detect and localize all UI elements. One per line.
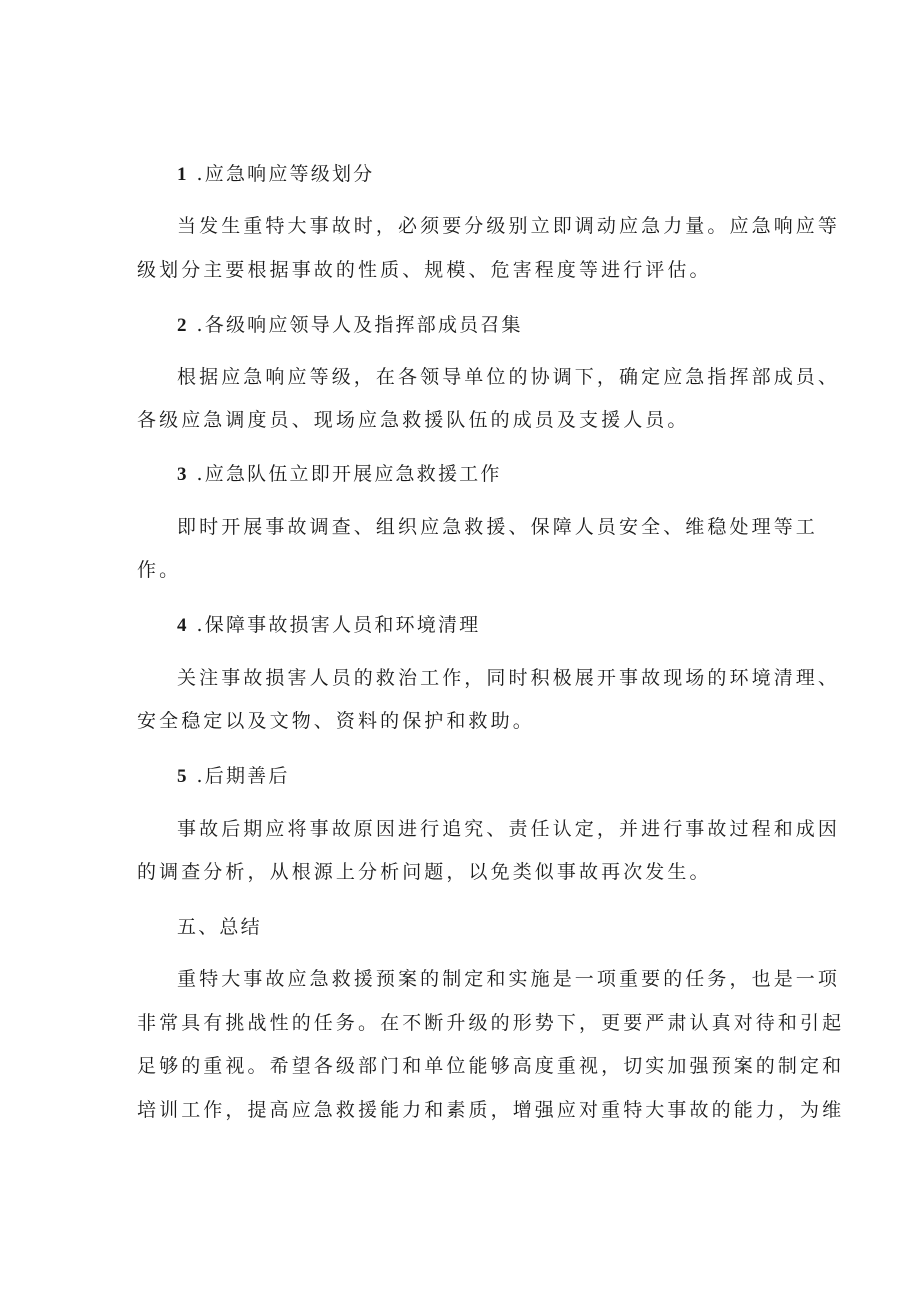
section-5-number: 5	[177, 766, 187, 787]
section-1-line-1: 当发生重特大事故时，必须要分级别立即调动应急力量。应急响应等	[177, 215, 841, 237]
section-2-line-2: 各级应急调度员、现场应急救援队伍的成员及支援人员。	[137, 409, 690, 431]
section-2-title: .各级响应领导人及指挥部成员召集	[196, 314, 523, 336]
section-2-heading	[177, 313, 837, 338]
section-1-line-2: 级划分主要根据事故的性质、规模、危害程度等进行评估。	[137, 259, 712, 281]
section-4-title: .保障事故损害人员和环境清理	[196, 614, 481, 636]
section-1-number: 1	[177, 164, 187, 185]
section-5-title: .后期善后	[196, 765, 290, 787]
section-3-heading	[177, 462, 837, 487]
summary-line-2: 非常具有挑战性的任务。在不断升级的形势下，更要严肃认真对待和引起	[137, 1012, 845, 1034]
section-4-heading	[177, 613, 837, 638]
section-3-title: .应急队伍立即开展应急救援工作	[196, 463, 502, 485]
summary-line-3: 足够的重视。希望各级部门和单位能够高度重视，切实加强预案的制定和	[137, 1055, 845, 1077]
summary-line-1: 重特大事故应急救援预案的制定和实施是一项重要的任务，也是一项	[177, 968, 841, 990]
summary-line-4: 培训工作，提高应急救援能力和素质，增强应对重特大事故的能力，为维	[137, 1099, 845, 1121]
section-4-number: 4	[177, 615, 187, 636]
section-3-line-1: 即时开展事故调查、组织应急救援、保障人员安全、维稳处理等工	[177, 516, 818, 538]
section-2-number: 2	[177, 315, 187, 336]
summary-heading: 五、总结	[177, 916, 262, 938]
section-3-line-2: 作。	[137, 559, 182, 581]
section-5-line-2: 的调查分析，从根源上分析问题，以免类似事故再次发生。	[137, 861, 712, 883]
section-4-line-1: 关注事故损害人员的救治工作，同时积极展开事故现场的环境清理、	[177, 667, 841, 689]
section-1-heading	[177, 162, 837, 187]
section-1-title: .应急响应等级划分	[196, 163, 375, 185]
section-5-heading	[177, 764, 837, 789]
section-2-line-1: 根据应急响应等级，在各领导单位的协调下，确定应急指挥部成员、	[177, 366, 841, 388]
section-5-line-1: 事故后期应将事故原因进行追究、责任认定，并进行事故过程和成因	[177, 818, 841, 840]
section-4-line-2: 安全稳定以及文物、资料的保护和救助。	[137, 710, 535, 732]
section-3-number: 3	[177, 464, 187, 485]
